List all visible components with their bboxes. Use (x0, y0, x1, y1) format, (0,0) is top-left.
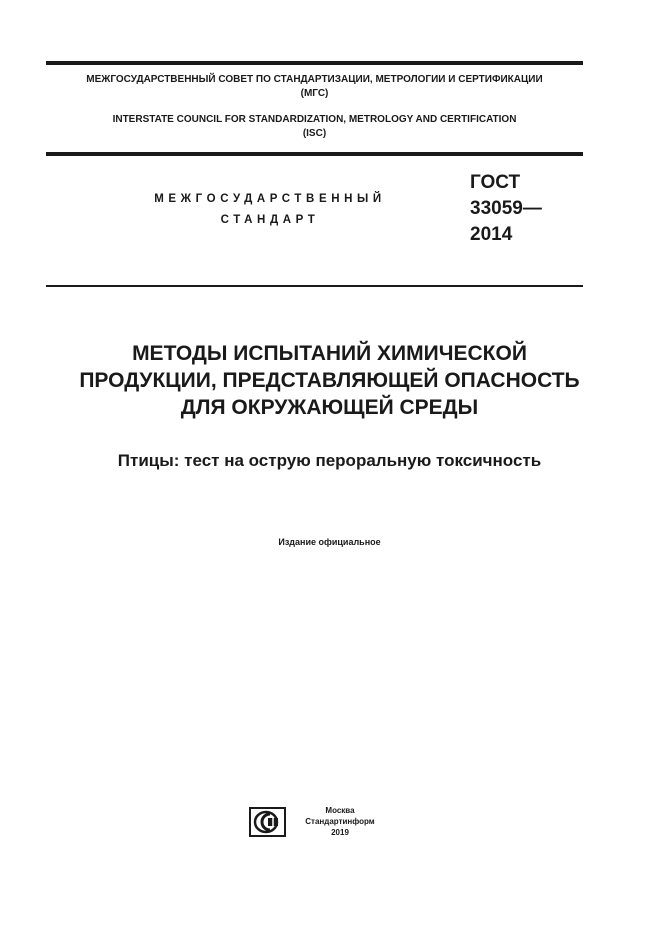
edition-note: Издание официальное (278, 537, 381, 547)
standartinform-logo-icon (249, 807, 286, 837)
gost-year: 2014 (470, 224, 513, 245)
top-rule (46, 61, 583, 65)
document-subtitle: Птицы: тест на острую пероральную токсичность (117, 451, 542, 470)
document-title (46, 340, 613, 421)
council-ru-abbr: (МГС) (300, 88, 329, 99)
title-line2: ПРОДУКЦИИ, ПРЕДСТАВЛЯЮЩЕЙ ОПАСНОСТЬ (79, 369, 580, 392)
title-line1: МЕТОДЫ ИСПЫТАНИЙ ХИМИЧЕСКОЙ (132, 342, 527, 365)
publisher-info (305, 805, 375, 838)
gost-prefix: ГОСТ (470, 172, 521, 193)
publisher-year: 2019 (331, 828, 349, 837)
header-bottom-rule (46, 152, 583, 156)
designation-rule (46, 285, 583, 287)
standard-type-label (140, 189, 400, 231)
standard-label-line1: МЕЖГОСУДАРСТВЕННЫЙ (154, 193, 386, 205)
standard-label-line2: СТАНДАРТ (220, 214, 320, 226)
publisher-name: Стандартинформ (305, 817, 375, 826)
publisher-city: Москва (325, 806, 355, 815)
council-ru-line1: МЕЖГОСУДАРСТВЕННЫЙ СОВЕТ ПО СТАНДАРТИЗАЦИИ, МЕТРОЛОГИИ И СЕРТИФИКАЦИИ (86, 74, 543, 85)
council-en-abbr: (ISC) (302, 128, 327, 139)
gost-number: 33059— (470, 198, 542, 219)
council-en-line1: INTERSTATE COUNCIL FOR STANDARDIZATION, METROLOGY AND CERTIFICATION (112, 114, 517, 125)
council-name-en (46, 113, 583, 141)
gost-designation (470, 170, 542, 248)
council-name-ru (46, 73, 583, 101)
title-line3: ДЛЯ ОКРУЖАЮЩЕЙ СРЕДЫ (180, 396, 479, 419)
